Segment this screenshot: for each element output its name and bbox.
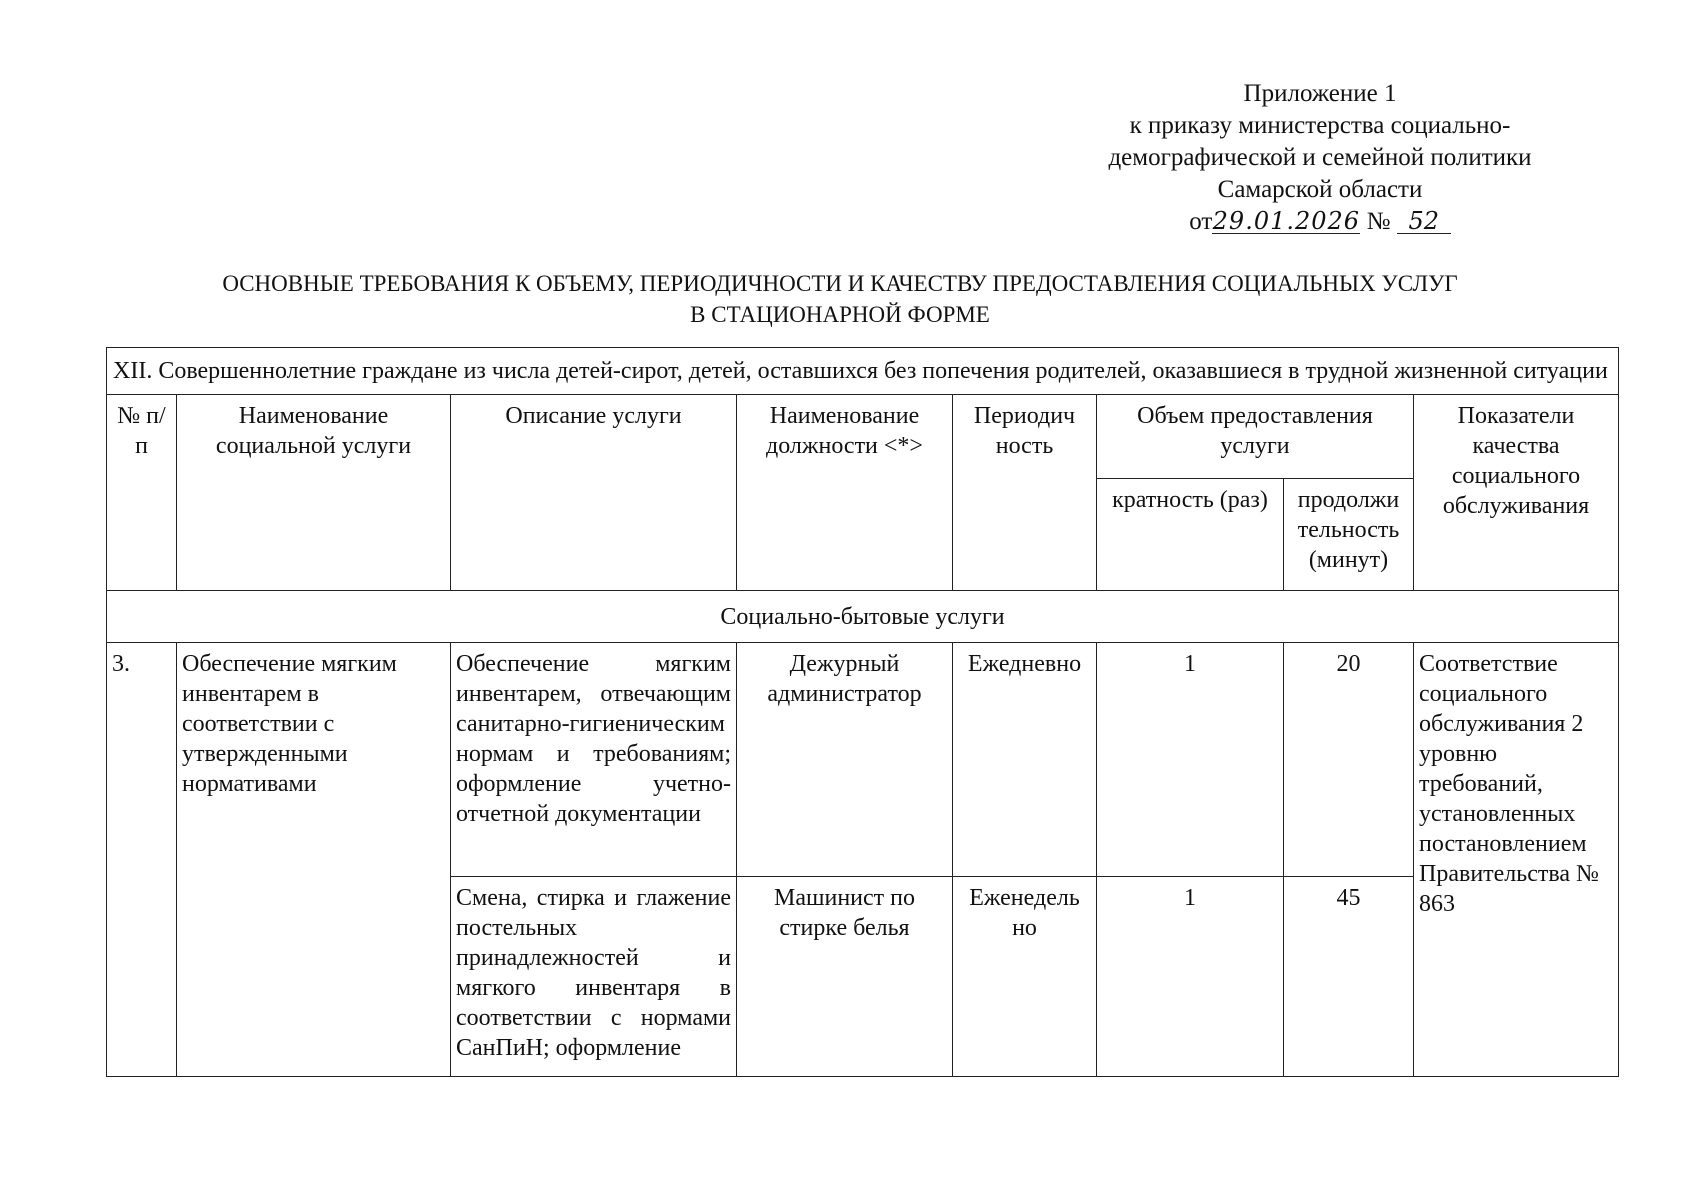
row-periodicity-2: Еженедель но [953,877,1097,1077]
appendix-region: Самарской области [1217,176,1423,203]
row-quality: Соответствие социального обслуживания 2 уровню требований, установленных постановлением Правительства № 863 [1414,643,1619,1077]
row-num: 3. [107,643,177,1077]
row-duration-1: 20 [1284,643,1414,877]
header-volume: Объем предоставления услуги [1097,395,1414,479]
header-duration: продолжи тельность (минут) [1284,479,1414,591]
row-description-1: Обеспечение мягким инвентарем, отвечающим санитарно-гигиеническим нормам и требованиям; оформление учетно-отчетной документации [451,643,737,877]
appendix-date-number [1060,206,1580,238]
row-periodicity-1: Ежедневно [953,643,1097,877]
table-row [107,643,1619,877]
row-duration-2: 45 [1284,877,1414,1077]
row-multiplicity-2: 1 [1097,877,1284,1077]
date-prefix: от [1189,208,1213,235]
section-heading-row [107,348,1619,395]
header-num: № п/п [107,395,177,591]
header-multiplicity: кратность (раз) [1097,479,1284,591]
row-position-2: Машинист по стирке белья [737,877,953,1077]
header-quality: Показатели качества социального обслуживания [1414,395,1619,591]
services-table [106,347,1619,1077]
row-position-1: Дежурный администратор [737,643,953,877]
category-row [107,591,1619,643]
order-date: 29.01.2026 [1212,207,1361,235]
header-description: Описание услуги [451,395,737,591]
appendix-title: Приложение 1 [1243,80,1397,107]
header-row-1 [107,395,1619,479]
row-description-2: Смена, стирка и глажение постельных принадлежностей и мягкого инвентаря в соответствии с нормами СанПиН; оформление [451,877,737,1077]
section-heading: XII. Совершеннолетние граждане из числа детей-сирот, детей, оставшихся без попечения родителей, оказавшиеся в трудной жизненной ситуации [107,348,1619,395]
order-number: 52 [1397,209,1451,234]
header-periodicity: Периодич ность [953,395,1097,591]
category-label: Социально-бытовые услуги [107,591,1619,643]
appendix-block [1060,78,1580,238]
document-title [100,268,1580,330]
row-service-name: Обеспечение мягким инвентарем в соответствии с утвержденными нормативами [177,643,451,1077]
appendix-ministry: демографической и семейной политики [1108,144,1532,171]
number-prefix: № [1366,208,1391,235]
appendix-order-ref: к приказу министерства социально- [1129,112,1511,139]
header-service-name: Наименование социальной услуги [177,395,451,591]
header-position: Наименование должности <*> [737,395,953,591]
document-title-line-1: ОСНОВНЫЕ ТРЕБОВАНИЯ К ОБЪЕМУ, ПЕРИОДИЧНОСТИ И КАЧЕСТВУ ПРЕДОСТАВЛЕНИЯ СОЦИАЛЬНЫХ УСЛУГ [222,271,1458,296]
row-multiplicity-1: 1 [1097,643,1284,877]
document-title-line-2: В СТАЦИОНАРНОЙ ФОРМЕ [690,302,990,327]
